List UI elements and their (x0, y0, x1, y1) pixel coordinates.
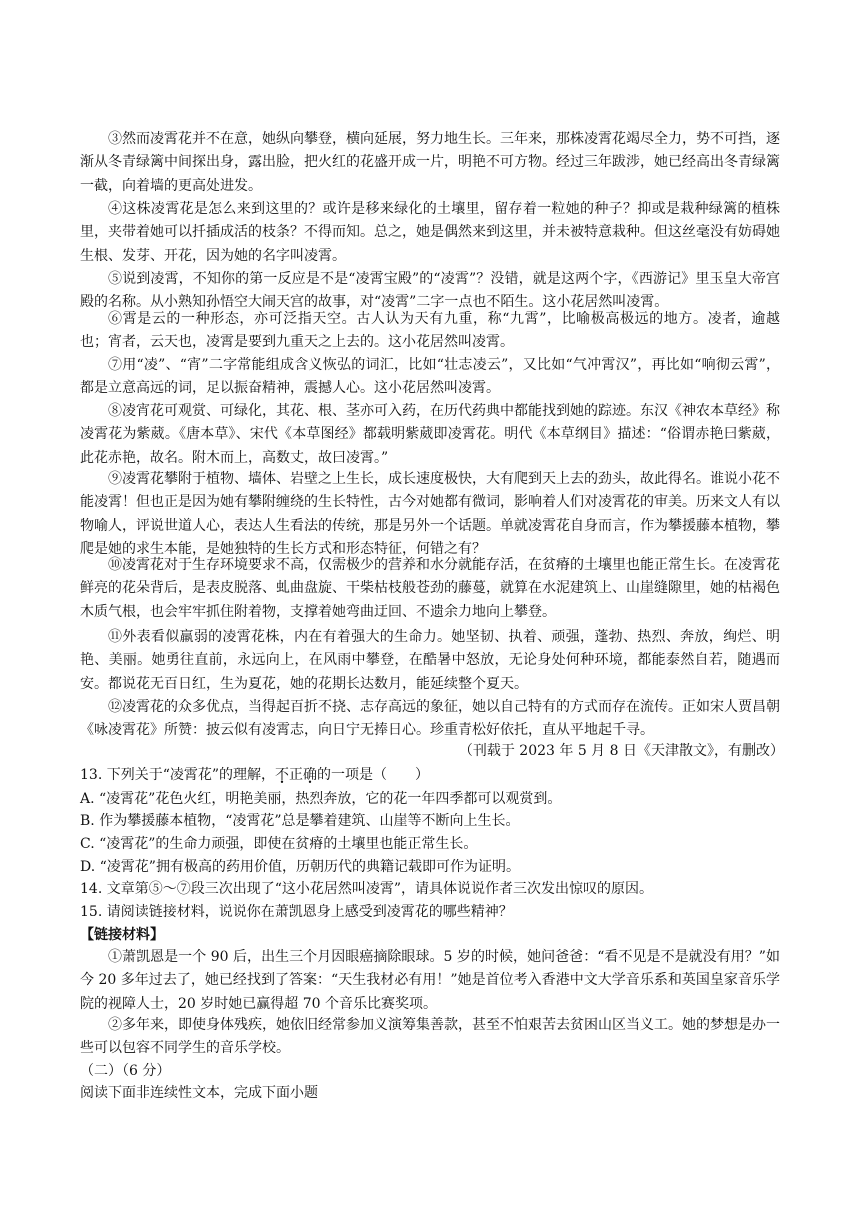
option-a: A. “凌霄花”花色火红，明艳美丽，热烈奔放，它的花一年四季都可以观赏到。 (80, 791, 562, 807)
emphasis-char: 不 (275, 767, 290, 783)
question-13-prefix: 13. 下列关于“凌霄花”的理解， (80, 767, 276, 783)
paragraph-11: ⑪外表看似羸弱的凌霄花株，内在有着强大的生命力。她坚韧、执着、顽强，蓬勃、热烈、奔放，绚烂、明艳、美丽。她勇往直前，永远向上，在风雨中攀登，在酷暑中怒放，无论身处何种环境，都能泰然自若，随遇而安。都说花无百日红，生为夏花，她的花期长达数月，能延续整个夏天。 (80, 629, 780, 692)
link-material-heading: 【链接材料】 (80, 927, 164, 943)
link-paragraph-2: ②多年来，即使身体残疾，她依旧经常参加义演筹集善款，甚至不怕艰苦去贫困山区当义工。她的梦想是办一些可以包容不同学生的音乐学校。 (80, 1017, 780, 1057)
emphasis-char: 确 (303, 767, 318, 783)
paragraph-3: ③然而凌霄花并不在意，她纵向攀登，横向延展，努力地生长。三年来，那株凌霄花竭尽全力，势不可挡，逐渐从冬青绿篱中间探出身，露出脸，把火红的花盛开成一片，明艳不可方物。经过三年跋涉，她已经高出冬青绿篱一截，向着墙的更高处进发。 (80, 131, 780, 194)
paragraph-10: ⑩凌霄花对于生存环境要求不高，仅需极少的营养和水分就能存活，在贫瘠的土壤里也能正常生长。在凌霄花鲜亮的花朵背后，是表皮脱落、虬曲盘旋、干柴枯枝般苍劲的藤蔓，就算在水泥建筑上、山崖缝隙里，她的枯褐色木质气根，也会牢牢抓住附着物，支撑着她弯曲迂回、不遗余力地向上攀登。 (80, 557, 780, 620)
question-15: 15. 请阅读链接材料，说说你在萧凯恩身上感受到凌霄花的哪些精神？ (80, 904, 513, 920)
option-d: D. “凌霄花”拥有极高的药用价值，历朝历代的典籍记载即可作为证明。 (80, 859, 520, 875)
link-paragraph-1: ①萧凯恩是一个 90 后，出生三个月因眼癌摘除眼球。5 岁的时候，她问爸爸：“看不见是不是就没有用？”如今 20 多年过去了，她已经找到了答案：“天生我材必有用！”她是首位考入香港中文大学音乐系和英国皇家音乐学院的视障人士，20 岁时她已赢得超 70 个音乐比赛奖项。 (80, 949, 780, 1012)
source-note: （刊载于 2023 年 5 月 8 日《天津散文》，有删改） (458, 743, 784, 759)
paragraph-12: ⑫凌霄花的众多优点，当得起百折不挠、志存高远的象征，她以自己特有的方式而存在流传。正如宋人贾昌朝《咏凌霄花》所赞：披云似有凌霄志，向日宁无捧日心。珍重青松好依托，直从平地起千寻。 (80, 699, 780, 739)
paragraph-9: ⑨凌霄花攀附于植物、墙体、岩壁之上生长，成长速度极快，大有爬到天上去的劲头，故此得名。谁说小花不能凌霄！但也正是因为她有攀附缠绕的生长特性，古今对她都有微词，影响着人们对凌霄花的审美。历来文人有以物喻人，评说世道人心，表达人生看法的传统，那是另外一个话题。单就凌霄花自身而言，作为攀援藤本植物，攀爬是她的求生本能，是她独特的生长方式和形态特征，何错之有？ (80, 471, 780, 558)
paragraph-6: ⑥霄是云的一种形态，亦可泛指天空。古人认为天有九重，称“九霄”，比喻极高极远的地方。凌者，逾越也；宵者，云天也，凌霄是要到九重天之上去的。这小花居然叫凌霄。 (80, 311, 780, 351)
paragraph-8: ⑧凌宵花可观赏、可绿化，其花、根、茎亦可入药，在历代药典中都能找到她的踪迹。东汉《神农本草经》称凌霄花为紫葳。《唐本草》、宋代《本草图经》都载明紫葳即凌霄花。明代《本草纲目》描述：“俗谓赤艳曰紫葳，此花赤艳，故名。附木而上，高数丈，故曰凌霄。” (80, 403, 780, 466)
section-2-heading: （二）（6 分） (80, 1063, 171, 1079)
option-b: B. 作为攀援藤本植物，“凌霄花”总是攀着建筑、山崖等不断向上生长。 (80, 813, 520, 829)
paragraph-7: ⑦用“凌”、“宵”二字常能组成含义恢弘的词汇，比如“壮志凌云”，又比如“气冲霄汉”，再比如“响彻云霄”，都是立意高远的词，足以振奋精神，震撼人心。这小花居然叫凌霄。 (80, 357, 780, 397)
question-14: 14. 文章第⑤～⑦段三次出现了“这小花居然叫凌霄”，请具体说说作者三次发出惊叹的原因。 (80, 881, 654, 897)
option-c: C. “凌霄花”的生命力顽强，即使在贫瘠的土壤里也能正常生长。 (80, 836, 478, 852)
question-13-suffix: 的一项是（ ） (317, 767, 430, 783)
paragraph-4: ④这株凌霄花是怎么来到这里的？或许是移来绿化的土壤里，留存着一粒她的种子？抑或是栽种绿篱的植株里，夹带着她可以扦插成活的枝条？不得而知。总之，她是偶然来到这里，并未被特意栽种。但这丝毫没有妨碍她生根、发芽、开花，因为她的名字叫凌霄。 (80, 201, 780, 264)
question-13 (80, 764, 800, 787)
question-13-mid: 正 (289, 767, 304, 783)
paragraph-5: ⑤说到凌霄，不知你的第一反应是不是“凌霄宝殿”的“凌霄”？没错，就是这两个字，《西游记》里玉皇大帝宫殿的名称。从小熟知孙悟空大闹天宫的故事，对“凌霄”二字一点也不陌生。这小花居然叫凌霄。 (80, 271, 780, 311)
section-2-instruction: 阅读下面非连续性文本，完成下面小题 (80, 1085, 318, 1101)
